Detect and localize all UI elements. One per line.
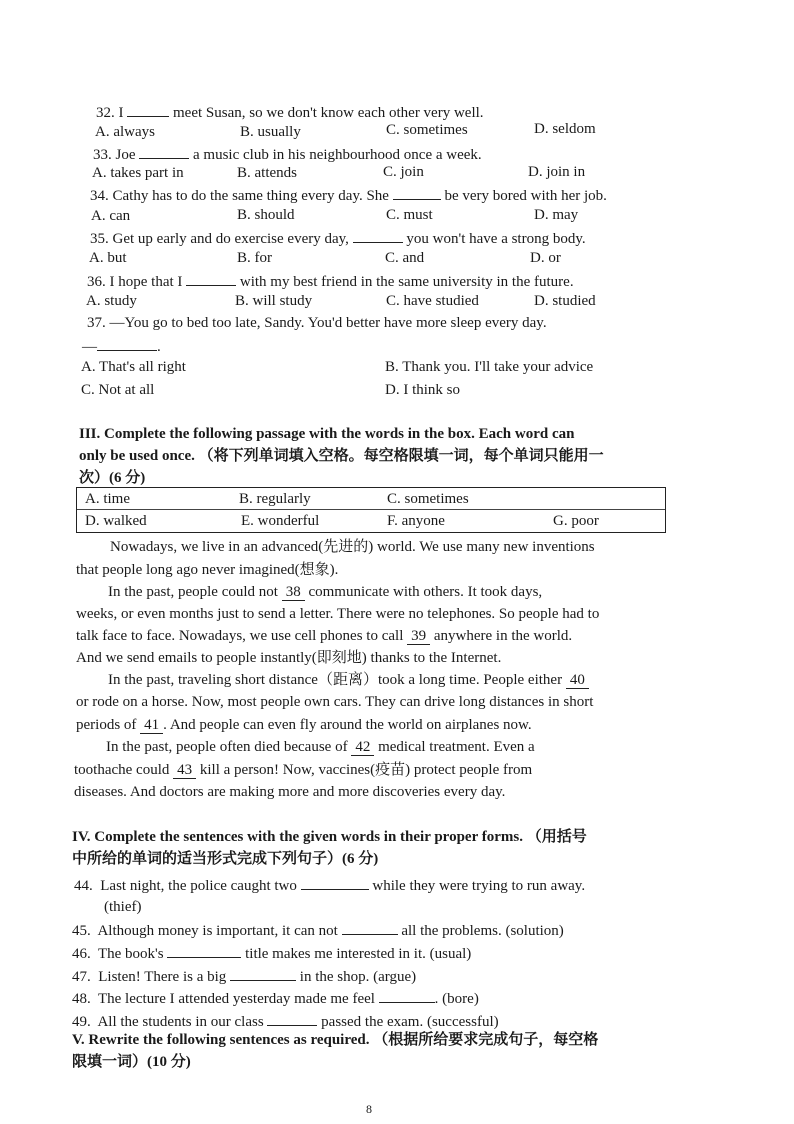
blank-41[interactable]: 41 [140,717,163,734]
option-37-d: D. I think so [385,382,460,398]
word-box-d: D. walked [85,513,147,529]
blank-39[interactable]: 39 [407,628,430,645]
option-34-d: D. may [534,207,579,223]
word-box-g: G. poor [553,513,599,529]
answer-blank[interactable] [167,945,241,958]
blank-40[interactable]: 40 [566,672,589,689]
passage-line: periods of 41 . And people can even fly around the world on airplanes now. [76,717,532,733]
passage-line: And we send emails to people instantly(即刻地) thanks to the Internet. [76,650,502,666]
question-49: 49. All the students in our class passed the exam. (successful) [72,1014,499,1030]
dialogue-reply: — . [82,339,161,355]
question-34: 34. Cathy has to do the same thing every day. She be very bored with her job. [90,188,607,204]
blank-38[interactable]: 38 [282,584,305,601]
blank-43[interactable]: 43 [173,762,196,779]
answer-blank[interactable] [393,187,441,200]
question-33: 33. Joe a music club in his neighbourhood once a week. [93,147,482,163]
section-3-heading: III. Complete the following passage with the words in the box. Each word can [79,426,575,442]
passage-line: talk face to face. Nowadays, we use cell phones to call 39 anywhere in the world. [76,628,573,644]
question-32: 32. I meet Susan, so we don't know each other very well. [96,105,484,121]
passage-line: Nowadays, we live in an advanced(先进的) world. We use many new inventions [110,539,595,555]
passage-line: In the past, traveling short distance（距离）took a long time. People either 40 [108,673,589,688]
answer-blank[interactable] [342,922,398,935]
answer-blank[interactable] [139,146,189,159]
word-box-e: E. wonderful [241,513,320,529]
option-34-c: C. must [386,207,433,223]
question-35: 35. Get up early and do exercise every day, you won't have a strong body. [90,231,586,247]
passage-line: In the past, people often died because of 42 medical treatment. Even a [106,739,535,755]
question-46: 46. The book's title makes me interested in it. (usual) [72,946,472,962]
option-37-c: C. Not at all [81,382,155,398]
option-33-c: C. join [383,164,424,180]
option-34-b: B. should [237,207,295,223]
passage-line: diseases. And doctors are making more and more discoveries every day. [74,784,506,800]
answer-blank[interactable] [301,877,369,890]
section-4-heading: IV. Complete the sentences with the given words in their proper forms. （用括号 [72,829,587,845]
option-37-a: A. That's all right [81,359,186,375]
option-36-c: C. have studied [386,293,479,309]
page-number: 8 [366,1102,372,1116]
option-34-a: A. can [91,208,131,224]
word-box-f: F. anyone [387,513,445,529]
passage-line: weeks, or even months just to send a letter. There were no telephones. So people had to [76,606,600,622]
passage-line: toothache could 43 kill a person! Now, vaccines(疫苗) protect people from [74,762,533,778]
option-32-c: C. sometimes [386,122,468,138]
question-44-hint: (thief) [104,899,142,915]
section-3-heading-line3: 次）(6 分) [79,470,146,486]
question-44: 44. Last night, the police caught two while they were trying to run away. [74,878,586,894]
section-3-heading-line2: only be used once. （将下列单词填入空格。每空格限填一词，每个单词只能用一 [79,448,604,464]
question-47: 47. Listen! There is a big in the shop. (argue) [72,969,417,985]
section-5-heading-line2: 限填一词）(10 分) [72,1054,191,1070]
answer-blank[interactable] [127,104,169,117]
answer-blank[interactable] [379,990,435,1003]
option-33-a: A. takes part in [92,165,184,181]
word-box-b: B. regularly [239,491,311,507]
option-33-d: D. join in [528,164,586,180]
answer-blank[interactable] [353,230,403,243]
option-33-b: B. attends [237,165,297,181]
passage-line: In the past, people could not 38 communicate with others. It took days, [108,584,543,600]
question-36: 36. I hope that I with my best friend in the same university in the future. [87,274,574,290]
option-35-c: C. and [385,250,425,266]
option-36-a: A. study [86,293,137,309]
option-32-d: D. seldom [534,121,596,137]
option-35-d: D. or [530,250,561,266]
option-36-b: B. will study [235,293,313,309]
question-48: 48. The lecture I attended yesterday made me feel . (bore) [72,991,479,1007]
question-37: 37. —You go to bed too late, Sandy. You'd better have more sleep every day. [87,315,547,331]
answer-blank[interactable] [230,968,296,981]
option-32-b: B. usually [240,124,301,140]
word-box-c: C. sometimes [387,491,469,507]
passage-line: that people long ago never imagined(想象). [76,562,339,578]
blank-42[interactable]: 42 [351,739,374,756]
question-45: 45. Although money is important, it can not all the problems. (solution) [72,923,564,939]
answer-blank[interactable] [267,1013,317,1026]
passage-line: or rode on a horse. Now, most people own cars. They can drive long distances in short [76,694,594,710]
answer-blank[interactable] [97,338,157,351]
answer-blank[interactable] [186,273,236,286]
option-35-b: B. for [237,250,272,266]
option-37-b: B. Thank you. I'll take your advice [385,359,594,375]
option-35-a: A. but [89,250,127,266]
option-36-d: D. studied [534,293,596,309]
word-box-a: A. time [85,491,130,507]
word-box [76,487,666,533]
section-4-heading-line2: 中所给的单词的适当形式完成下列句子）(6 分) [72,851,379,867]
option-32-a: A. always [95,124,155,140]
section-5-heading: V. Rewrite the following sentences as required. （根据所给要求完成句子，每空格 [72,1032,599,1048]
